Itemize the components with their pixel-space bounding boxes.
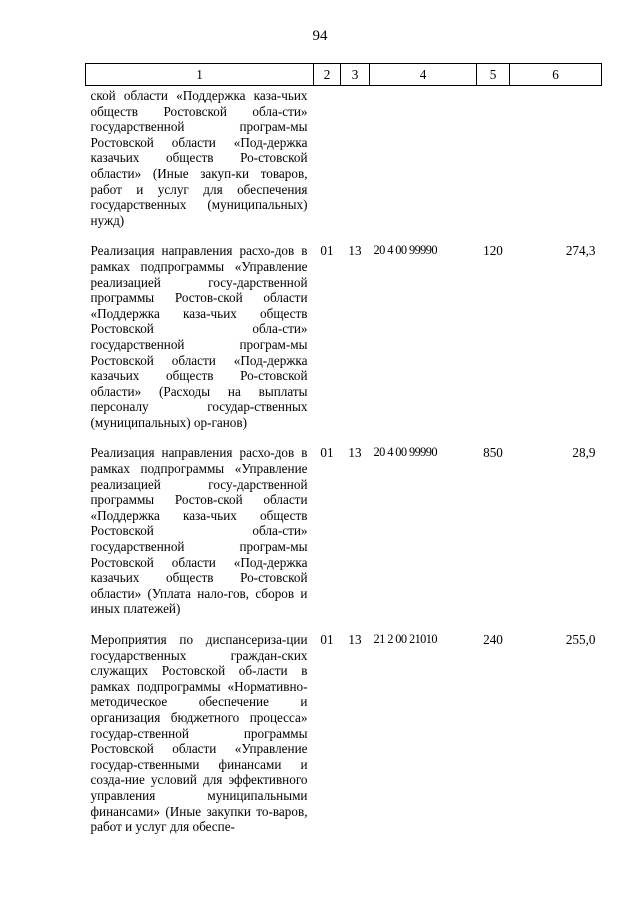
header-col-3: 3 bbox=[341, 64, 370, 86]
header-row bbox=[86, 64, 602, 86]
row-section: 01 bbox=[320, 632, 334, 647]
row-subsection bbox=[341, 86, 370, 243]
header-col-4: 4 bbox=[370, 64, 477, 86]
row-description: Реализация направления расхо-дов в рамках подпрограммы «Управление реализацией госу-дарственной программы Ростов-ской области «Поддержка каза-чьих обществ Ростовской обла-сти» государственной програм-мы Ростовской области «Под-держка казачьих обществ Ро-стовской области» (Уплата нало-гов, сборов и иных платежей) bbox=[90, 445, 308, 617]
row-subsection: 13 bbox=[348, 632, 362, 647]
table-row bbox=[86, 444, 602, 631]
row-amount bbox=[510, 86, 602, 243]
row-amount: 255,0 bbox=[565, 632, 596, 647]
row-description: Реализация направления расхо-дов в рамках подпрограммы «Управление реализацией госу-дарственной программы Ростов-ской области «Поддержка каза-чьих обществ Ростовской обла-сти» государственной програм-мы Ростовской области «Под-держка казачьих обществ Ро-стовской области» (Расходы на выплаты персоналу государ-ственных (муниципальных) ор-ганов) bbox=[90, 243, 308, 430]
row-expense-type: 120 bbox=[483, 243, 503, 259]
table-row bbox=[86, 86, 602, 243]
table-row bbox=[86, 242, 602, 444]
row-section: 01 bbox=[320, 243, 334, 259]
budget-table bbox=[85, 63, 602, 849]
row-expense-type bbox=[477, 86, 510, 243]
row-target-code: 21 2 00 21010 bbox=[373, 632, 437, 646]
table-row bbox=[86, 631, 602, 849]
row-subsection: 13 bbox=[348, 243, 362, 259]
row-target-code bbox=[370, 86, 477, 243]
row-amount: 28,9 bbox=[572, 445, 596, 461]
row-section bbox=[314, 86, 341, 243]
row-target-code: 20 4 00 99990 bbox=[373, 243, 437, 258]
row-subsection: 13 bbox=[348, 445, 362, 461]
row-expense-type: 850 bbox=[483, 445, 503, 461]
page-number: 94 bbox=[312, 28, 328, 44]
row-description: Мероприятия по диспансериза-ции государственных граждан-ских служащих Ростовской об-ласти в рамках подпрограммы «Нормативно-методическое обеспечение и организация бюджетного процесса» государ-ственной программы Ростовской области «Управление государ-ственными финансами и созда-ние условий для эффективного управления муниципальными финансами» (Иные закупки то-варов, работ и услуг для обеспе- bbox=[90, 632, 308, 835]
header-col-1: 1 bbox=[86, 64, 314, 86]
row-amount: 274,3 bbox=[565, 243, 596, 259]
row-expense-type: 240 bbox=[483, 632, 503, 647]
row-target-code: 20 4 00 99990 bbox=[373, 445, 437, 460]
header-col-2: 2 bbox=[314, 64, 341, 86]
header-col-6: 6 bbox=[510, 64, 602, 86]
header-col-5: 5 bbox=[477, 64, 510, 86]
row-description: ской области «Поддержка каза-чьих обществ Ростовской обла-сти» государственной програм-мы Ростовской области «Под-держка казачьих обществ Ро-стовской области» (Иные закуп-ки товаров, работ и услуг для обеспечения государственных (муниципальных) нужд) bbox=[90, 88, 308, 228]
row-section: 01 bbox=[320, 445, 334, 461]
